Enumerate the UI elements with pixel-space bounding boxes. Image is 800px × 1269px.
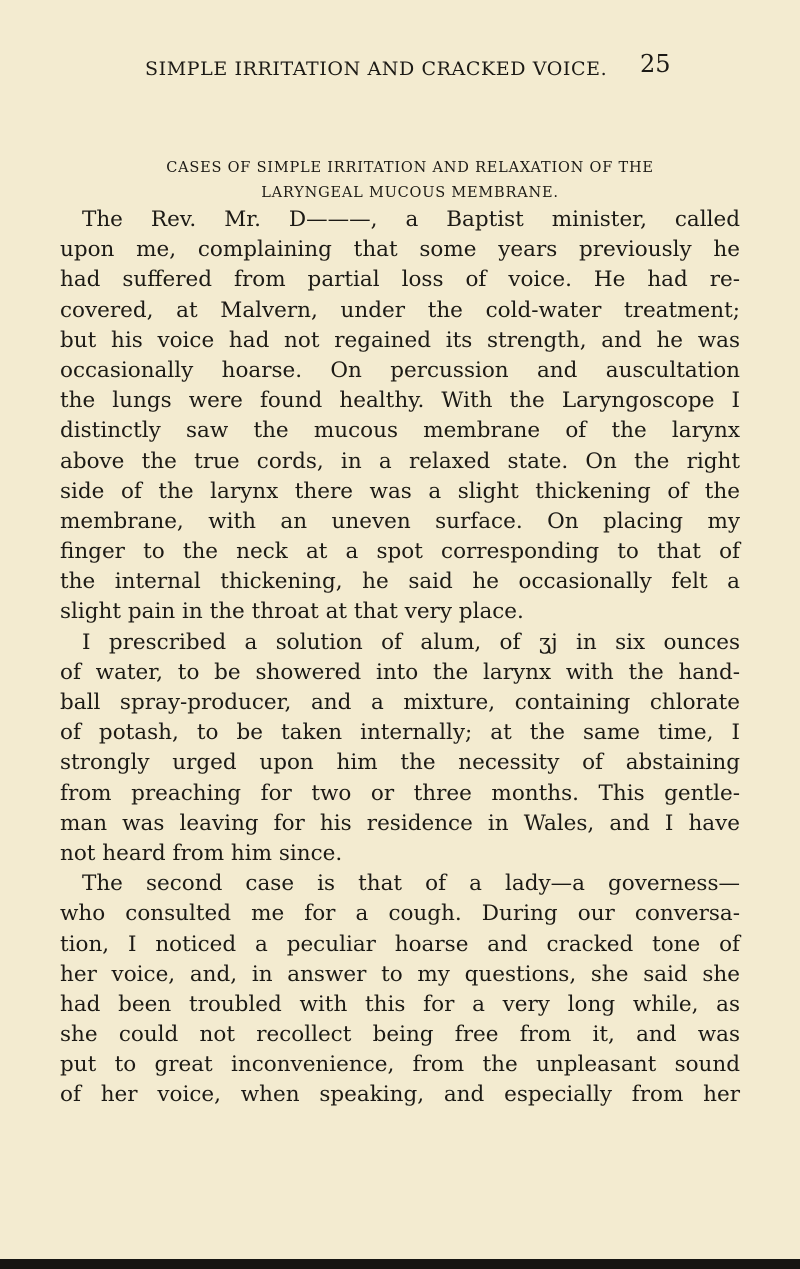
body-text bbox=[60, 205, 740, 1111]
text-line: man was leaving for his residence in Wales, and I have bbox=[60, 810, 740, 836]
text-line: of potash, to be taken internally; at the same time, I bbox=[60, 720, 740, 746]
text-line: The Rev. Mr. D———, a Baptist minister, called bbox=[82, 207, 740, 232]
text-line: had suffered from partial loss of voice. He had re- bbox=[60, 267, 740, 293]
section-heading-line-1: CASES OF SIMPLE IRRITATION AND RELAXATION OF THE bbox=[166, 160, 654, 176]
text-line: occasionally hoarse. On percussion and auscultation bbox=[60, 357, 740, 383]
text-line: from preaching for two or three months. This gentle- bbox=[60, 780, 740, 806]
text-line: ball spray-producer, and a mixture, containing chlorate bbox=[60, 690, 740, 715]
text-line: tion, I noticed a peculiar hoarse and cracked tone of bbox=[60, 931, 740, 957]
running-head: SIMPLE IRRITATION AND CRACKED VOICE. bbox=[145, 58, 608, 80]
text-line: distinctly saw the mucous membrane of the larynx bbox=[60, 418, 740, 444]
text-line: membrane, with an uneven surface. On placing my bbox=[60, 508, 740, 534]
text-line: side of the larynx there was a slight thickening of the bbox=[60, 478, 740, 504]
text-line: slight pain in the throat at that very place. bbox=[60, 599, 524, 625]
text-line: of water, to be showered into the larynx with the hand- bbox=[60, 659, 740, 685]
text-line: finger to the neck at a spot corresponding to that of bbox=[60, 539, 740, 565]
text-line: she could not recollect being free from it, and was bbox=[60, 1022, 740, 1048]
text-line: had been troubled with this for a very long while, as bbox=[60, 991, 740, 1017]
text-line: of her voice, when speaking, and especially from her bbox=[60, 1082, 740, 1108]
text-line: the lungs were found healthy. With the Laryngoscope I bbox=[60, 388, 740, 414]
text-line: the internal thickening, he said he occasionally felt a bbox=[60, 569, 740, 595]
text-line: not heard from him since. bbox=[60, 840, 343, 866]
section-heading-line-2: LARYNGEAL MUCOUS MEMBRANE. bbox=[261, 185, 559, 201]
text-line: The second case is that of a lady—a governess— bbox=[82, 871, 740, 897]
text-line: put to great inconvenience, from the unpleasant sound bbox=[60, 1052, 740, 1078]
text-line: covered, at Malvern, under the cold-water treatment; bbox=[60, 297, 740, 323]
text-line: I prescribed a solution of alum, of ʒj in six ounces bbox=[82, 629, 740, 655]
page-edge-shadow bbox=[0, 1259, 800, 1269]
text-line: who consulted me for a cough. During our conversa- bbox=[60, 901, 740, 927]
text-line: upon me, complaining that some years previously he bbox=[60, 237, 740, 263]
text-line: strongly urged upon him the necessity of abstaining bbox=[60, 750, 740, 776]
text-line: her voice, and, in answer to my questions, she said she bbox=[60, 961, 740, 987]
page-number: 25 bbox=[640, 50, 671, 78]
text-line: but his voice had not regained its strength, and he was bbox=[60, 327, 740, 353]
text-line: above the true cords, in a relaxed state. On the right bbox=[60, 448, 740, 474]
